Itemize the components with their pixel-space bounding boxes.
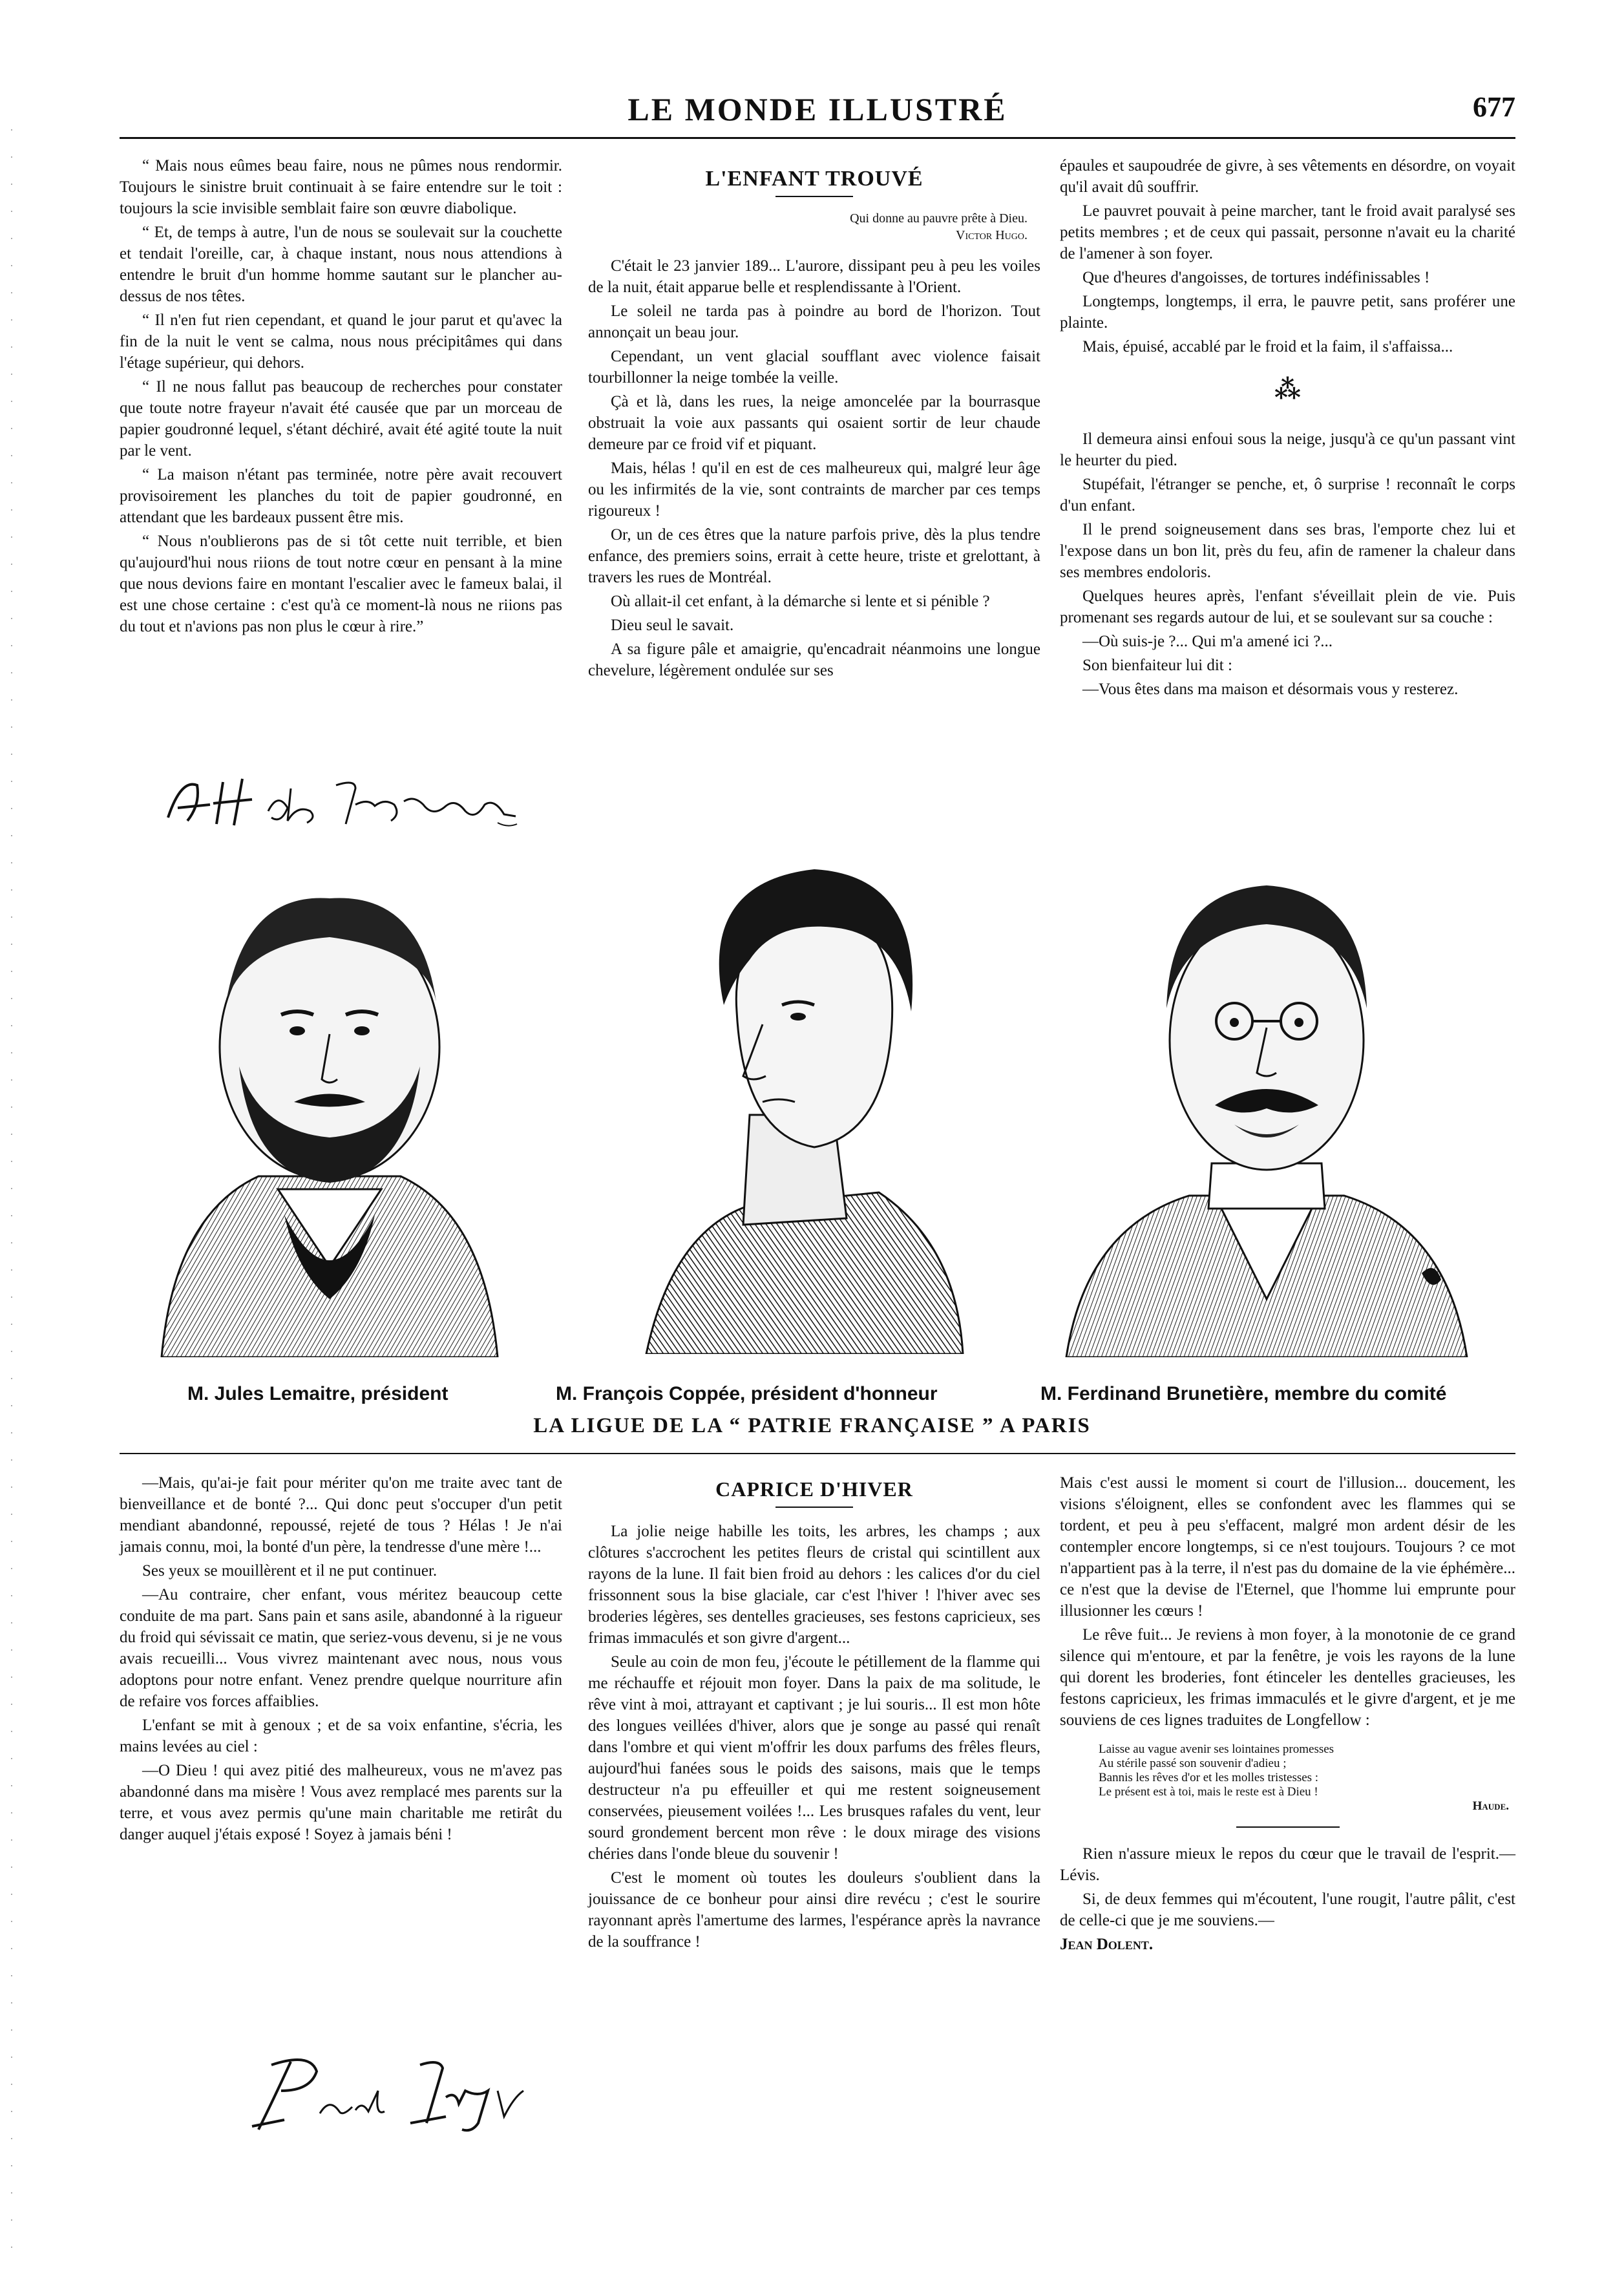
portrait-lemaitre-image	[149, 853, 511, 1357]
paragraph: Son bienfaiteur lui dit :	[1082, 657, 1232, 674]
page-header	[120, 90, 1515, 136]
caption-coppee: M. François Coppée, président d'honneur	[556, 1383, 938, 1404]
article-enfant-trouve	[588, 155, 1040, 684]
section-banner: LA LIGUE DE LA “ PATRIE FRANÇAISE ” A PARIS	[533, 1414, 1091, 1437]
paragraph: Stupéfait, l'étranger se penche, et, ô surprise ! reconnaît le corps d'un enfant.	[1060, 476, 1515, 514]
separator-rule	[1236, 1826, 1340, 1828]
poem	[1099, 1742, 1515, 1814]
signature-tremaudan	[162, 766, 523, 837]
article-title: CAPRICE D'HIVER	[715, 1477, 913, 1501]
paragraph: Quelques heures après, l'enfant s'éveillait plein de vie. Puis promenant ses regards autour de lui, et se soulevant sur sa couche :	[1060, 587, 1515, 626]
paragraph: C'était le 23 janvier 189... L'aurore, dissipant peu à peu les voiles de la nuit, était apparue belle et resplendissante à l'Orient.	[588, 257, 1040, 296]
margin-marks	[0, 0, 19, 2295]
header-rule	[120, 137, 1515, 139]
poem-line: Au stérile passé son souvenir d'adieu ;	[1099, 1757, 1287, 1770]
paragraph: Mais, épuisé, accablé par le froid et la faim, il s'affaissa...	[1082, 338, 1453, 355]
poem-author: Haude.	[1472, 1799, 1509, 1813]
article-title: L'ENFANT TROUVÉ	[705, 167, 923, 191]
banner-rule	[120, 1453, 1515, 1454]
quote: Si, de deux femmes qui m'écoutent, l'une rougit, l'autre pâlit, c'est de celle-ci que je me souviens.—	[1060, 1890, 1515, 1929]
paragraph: C'est le moment où toutes les douleurs s'oublient dans la jouissance de ce bonheur pour ainsi dire revécu ; c'est le sourire rayonnant après l'amertume des larmes, l'espérance après la navrance de la souffrance !	[588, 1869, 1040, 1951]
paragraph: épaules et saupoudrée de givre, à ses vêtements en désordre, on voyait qu'il avait dû souffrir.	[1060, 157, 1515, 196]
epigraph	[588, 210, 1028, 244]
page-number: 677	[1473, 91, 1515, 123]
poem-line: Le présent est à toi, mais le reste est à Dieu !	[1099, 1785, 1318, 1799]
signature-image	[162, 766, 523, 837]
paragraph: Le soleil ne tarda pas à poindre au bord de l'horizon. Tout annonçait un beau jour.	[588, 302, 1040, 341]
portrait-lemaitre	[149, 853, 511, 1357]
signature-ivry	[246, 2052, 543, 2136]
paragraph: Que d'heures d'angoisses, de tortures indéfinissables !	[1082, 269, 1430, 286]
poem-line: Laisse au vague avenir ses lointaines promesses	[1099, 1742, 1334, 1756]
masthead-title: LE MONDE ILLUSTRÉ	[627, 91, 1007, 127]
paragraph: “ Il ne nous fallut pas beaucoup de recherches pour constater que toute notre frayeur n'avait été causée que par un morceau de papier goudronné lequel, s'étant déchiré, avait été agité toute la nuit par le vent.	[120, 378, 562, 460]
paragraph: Cependant, un vent glacial soufflant avec violence faisait tourbillonner la neige tombée la veille.	[588, 348, 1040, 386]
paragraph: Où allait-il cet enfant, à la démarche si lente et si pénible ?	[611, 593, 990, 610]
paragraph: Seule au coin de mon feu, j'écoute le pétillement de la flamme qui me réchauffe et réjouit mon foyer. Dans la paix de ma solitude, le rêve vint à moi, attrayant et captivant ; je lui souris... Il est mon hôte des longues veillées d'hiver, alors que je songe au passé qui renaît dans l'ombre et qui vient m'offrir les doux parfums des frêles fleurs, aujourd'hui fanées sous le poids des saisons, mais que le temps destructeur n'a pu effeuiller et qui me restent soigneusement conservées, pieusement voilées !... Les brusques rafales du vent, leur sourd grondement bercent mon rêve : le doux mirage des visions chéries dans l'onde bleue du souvenir !	[588, 1653, 1040, 1863]
paragraph: “ Et, de temps à autre, l'un de nous se soulevait sur la couchette et tendait l'oreille, car, à chaque instant, nous nous attendions à entendre le bruit d'un homme homme sautant sur le plancher au-dessus de nos têtes.	[120, 224, 562, 305]
portrait-coppee-image	[620, 843, 969, 1354]
paragraph: —Au contraire, cher enfant, vous méritez beaucoup cette conduite de ma part. Sans pain et sans asile, abandonné à la rigueur du froid qui sévissait ce matin, que seriez-vous devenu, si je ne vous avais recueilli... Vous vivrez maintenant avec nous, nous vous adoptons pour notre enfant. Venez prendre quelque nourriture afin de refaire vos forces affaiblies.	[120, 1586, 562, 1710]
paragraph: Mais, hélas ! qu'il en est de ces malheureux qui, malgré leur âge ou les infirmités de la vie, sont contraints de marcher par ces temps rigoureux !	[588, 460, 1040, 520]
column-1-top	[120, 155, 562, 640]
column-3-bottom	[1060, 1472, 1515, 1958]
paragraph: Dieu seul le savait.	[611, 617, 734, 634]
asterism: ⁂	[1274, 375, 1301, 404]
portrait-coppee	[620, 843, 969, 1354]
paragraph: L'enfant se mit à genoux ; et de sa voix enfantine, s'écria, les mains levées au ciel :	[120, 1717, 562, 1755]
paragraph: “ La maison n'étant pas terminée, notre père avait recouvert provisoirement les planches du toit de papier goudronné, en attendant que les bardeaux pussent être mis.	[120, 466, 562, 526]
paragraph: Çà et là, dans les rues, la neige amoncelée par la bourrasque obstruait la voie aux passants qui osaient sortir de leur chaude demeure par ce froid vif et piquant.	[588, 393, 1040, 453]
paragraph: —Mais, qu'ai-je fait pour mériter qu'on me traite avec tant de bienveillance et de bonté ?... Qui donc peut s'occuper d'un petit mendiant abandonné, repoussé, rejeté de tous ? Hélas ! Je n'ai jamais connu, moi, la bonté d'un père, la tendresse d'une mère !...	[120, 1474, 562, 1556]
paragraph: Ses yeux se mouillèrent et il ne put continuer.	[142, 1562, 438, 1580]
paragraph: “ Il n'en fut rien cependant, et quand le jour parut et qu'avec la fin de la nuit le vent se calma, nous nous précipitâmes qui dans l'étage supérieur, qui dehors.	[120, 312, 562, 372]
quote-author: Jean Dolent.	[1060, 1936, 1154, 1953]
paragraph: —O Dieu ! qui avez pitié des malheureux, vous ne m'avez pas abandonné dans ma misère ! Vous avez remplacé mes parents sur la terre, et vous avez permis qu'une main charitable me retirât du danger auquel j'étais exposé ! Soyez à jamais béni !	[120, 1762, 562, 1843]
paragraph: “ Nous n'oublierons pas de si tôt cette nuit terrible, et bien qu'aujourd'hui nous riions de tout notre cœur en pensant à la mine que nous devions faire en montant l'escalier avec le fameux balai, il est une chose certaine : c'est qu'à ce moment-là nous ne riions pas du tout et n'avions pas non plus le cœur à rire.”	[120, 533, 562, 635]
epigraph-text: Qui donne au pauvre prête à Dieu.	[850, 211, 1028, 226]
paragraph: Longtemps, longtemps, il erra, le pauvre petit, sans proférer une plainte.	[1060, 293, 1515, 332]
paragraph: “ Mais nous eûmes beau faire, nous ne pûmes nous rendormir. Toujours le sinistre bruit continuait à se faire entendre sur le toit : toujours la scie invisible semblait faire son œuvre diabolique.	[120, 157, 562, 217]
paragraph: Il demeura ainsi enfoui sous la neige, jusqu'à ce qu'un passant vint le heurter du pied.	[1060, 430, 1515, 469]
article-caprice-d-hiver	[588, 1472, 1040, 1955]
epigraph-author: Victor Hugo.	[956, 228, 1028, 242]
title-rule	[775, 1507, 853, 1508]
article-enfant-trouve-continued	[120, 1472, 562, 1848]
paragraph: Mais c'est aussi le moment si court de l'illusion... doucement, les visions s'éloignent, elles se confondent avec les flammes qui se tordent, et peu à peu s'effacent, malgré mon ardent désir de les contempler encore longtemps, si ce n'est toujours. Toujours ? ce mot n'appartient pas à la terre, il n'est pas du domaine de la vie éphémère... ce n'est que la devise de l'Eternel, que l'homme lui emprunte pour illusionner les cœurs !	[1060, 1474, 1515, 1620]
paragraph: —Vous êtes dans ma maison et désormais vous y resterez.	[1082, 681, 1459, 698]
portrait-brunetiere	[1060, 847, 1473, 1357]
title-rule	[775, 196, 853, 197]
paragraph: Or, un de ces êtres que la nature parfois prive, dès la plus tendre enfance, des premiers soins, errait à cette heure, triste et grelottant, à travers les rues de Montréal.	[588, 526, 1040, 586]
caption-brunetiere: M. Ferdinand Brunetière, membre du comité	[1040, 1383, 1447, 1404]
signature-image	[246, 2052, 543, 2136]
portrait-brunetiere-image	[1060, 847, 1473, 1357]
column-3-top	[1060, 155, 1515, 703]
poem-line: Bannis les rêves d'or et les molles tristesses :	[1099, 1771, 1319, 1784]
paragraph: —Où suis-je ?... Qui m'a amené ici ?...	[1082, 633, 1333, 650]
paragraph: Il le prend soigneusement dans ses bras, l'emporte chez lui et l'expose dans un bon lit, près du feu, afin de ramener la chaleur dans ses membres endoloris.	[1060, 521, 1515, 581]
caption-lemaitre: M. Jules Lemaitre, président	[187, 1383, 448, 1404]
paragraph: Le pauvret pouvait à peine marcher, tant le froid avait paralysé ses petits membres ; et de ceux qui passait, personne n'avait eu la charité de l'amener à son foyer.	[1060, 202, 1515, 262]
quote: Rien n'assure mieux le repos du cœur que le travail de l'esprit.—Lévis.	[1060, 1845, 1515, 1884]
paragraph: La jolie neige habille les toits, les arbres, les champs ; aux clôtures s'accrochent les petites fleurs de cristal qui scintillent aux rayons de la lune. Il fait bien froid au dehors : les calices d'or du ciel frissonnent sous la bise glaciale, car c'est l'hiver ! l'hiver avec ses broderies légères, ses dentelles gracieuses, ses festons capricieux, ses frimas immaculés et son givre d'argent...	[588, 1523, 1040, 1647]
paragraph: Le rêve fuit... Je reviens à mon foyer, à la monotonie de ce grand silence qui m'entoure, et par la fenêtre, je vois les rayons de la lune qui dorent les broderies, font étinceler les dentelles gracieuses, les festons capricieux, les frimas immaculés et le givre d'argent, et je me souviens de ces lignes traduites de Longfellow :	[1060, 1626, 1515, 1729]
paragraph: A sa figure pâle et amaigrie, qu'encadrait néanmoins une longue chevelure, légèrement ondulée sur ses	[588, 640, 1040, 679]
